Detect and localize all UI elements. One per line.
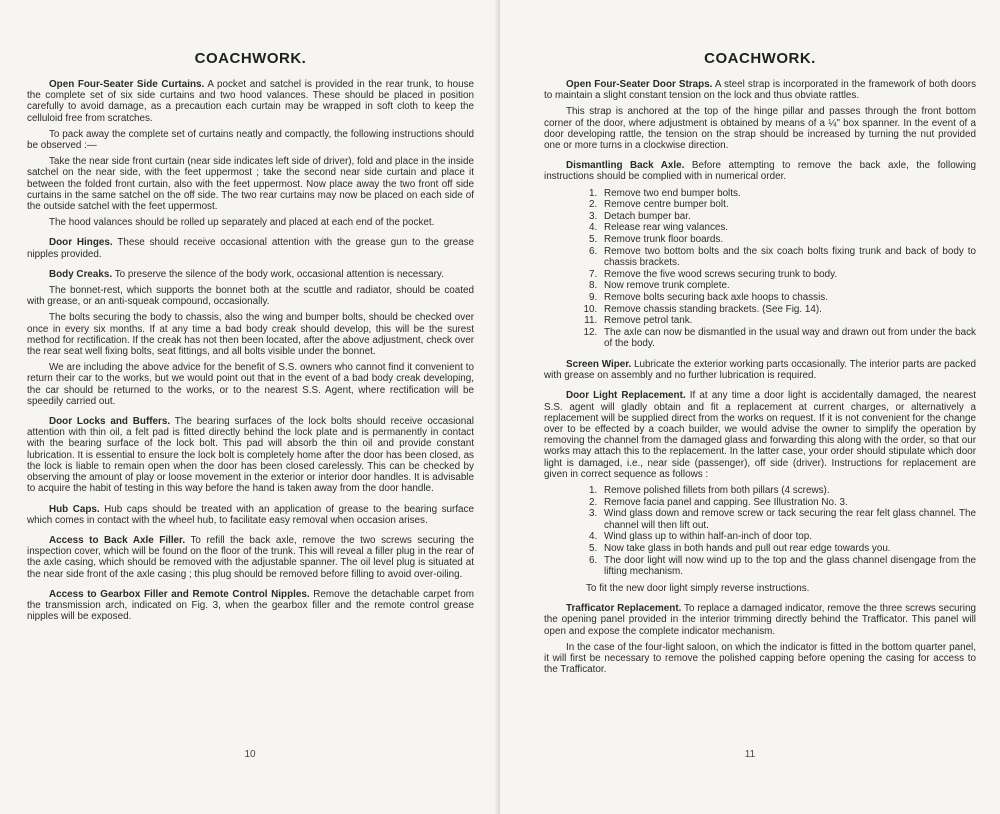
list-item: 5. Now take glass in both hands and pull out rear edge towards you. [600,543,976,555]
paragraph-text: The bolts securing the body to chassis, also the wing and bumper bolts, should be checked over once in every six months. If at any time a bad body creak should develop, this will be the surest method for rectification. If the creak has not then been located, after the above adjustment, check over the rear seat well fixing bolts, seat fittings, and all bolts visible under the bonnet. [27,312,474,358]
paragraph-text: To pack away the complete set of curtains neatly and compactly, the following instructions should be observed :— [27,128,474,152]
page-title: COACHWORK. [704,50,816,67]
section-heading: Door Light Replacement. [566,390,686,402]
page-title: COACHWORK. [194,50,307,67]
section-screen-wiper [544,359,976,381]
section-heading: Screen Wiper. [566,358,632,370]
section-body: Hub caps should be treated with an application of grease to the bearing surface which comes in contact with the wheel hub, to facilitate easy removal when occasion arises. [27,503,474,526]
section-heading: Dismantling Back Axle. [566,160,685,172]
list-item: 7. Remove the five wood screws securing trunk to body. [600,269,976,281]
section [27,237,474,259]
list-item: 1. Remove two end bumper bolts. [600,188,976,200]
list-item: 10. Remove chassis standing brackets. (See Fig. 14). [600,304,976,316]
section-trafficator-replacement [544,603,976,637]
paragraph [544,642,976,676]
section-body: A steel strap is incorporated in the framework of both doors to maintain a slight constant tension on the lock and thus obviate rattles. [544,79,977,102]
paragraph-text: We are including the above advice for the benefit of S.S. owners who cannot find it convenient to return their car to the works, but we would point out that in the event of a bad body creak developing, the car should be returned to the works, or to the nearest S.S. Agent, where rectification will be speedily carried out. [27,362,474,407]
section [27,504,474,526]
section-heading: Open Four-Seater Side Curtains. [49,79,205,90]
section-body: Lubricate the exterior working parts occasionally. The interior parts are packed with grease on assembly and no further lubrication is required. [544,358,976,382]
list-item: 5. Remove trunk floor boards. [600,234,976,246]
section-door-straps [544,79,976,101]
right-page [500,0,1000,814]
list-item: 2. Remove facia panel and capping. See Illustration No. 3. [600,497,976,509]
door-light-steps-list [544,485,976,578]
paragraph [27,362,474,407]
list-item: 3. Detach bumper bar. [600,211,976,223]
section-body: Before attempting to remove the back axle, the following instructions should be complied with in numerical order. [544,160,976,183]
door-light-footer: To fit the new door light simply reverse instructions. [586,582,810,594]
list-item: 2. Remove centre bumper bolt. [600,199,976,211]
list-item: 11. Remove petrol tank. [600,315,976,327]
section-heading: Open Four-Seater Door Straps. [566,79,713,90]
list-item: 12. The axle can now be dismantled in the usual way and drawn out from under the back of the body. [600,327,976,350]
list-item: 4. Wind glass up to within half-an-inch of door top. [600,531,976,543]
section [27,535,474,580]
section-body: The bearing surfaces of the lock bolts should receive occasional attention with thin oil, a felt pad is fitted directly behind the lock plate and is permanently in contact with the bearing surface of the lock bolt. This pad will absorb the thin oil and provide constant lubrication. It is essential to ensure the lock bolt is completely home after the door has been closed, as the lock is liable to remain open when the door has been closed carelessly. This can be checked by observing the amount of play or loose movement in the exterior or interior door handles. It is advisable to acquire the habit of testing in this way before the hand is taken away from the door handle. [27,416,474,495]
paragraph-text: This strap is anchored at the top of the hinge pillar and passes through the front bottom corner of the door, where adjustment is obtained by means of a ¼" box spanner. In the event of a door developing rattle, the tension on the strap should be increased by turning the nut provided one or more turns in a clockwise direction. [544,106,976,152]
paragraph [27,217,474,228]
list-item: 9. Remove bolts securing back axle hoops to chassis. [600,292,976,304]
paragraph [27,285,474,307]
section-heading: Hub Caps. [49,503,100,515]
paragraph-text: The hood valances should be rolled up separately and placed at each end of the pocket. [49,217,435,229]
section-body: Remove the detachable carpet from the transmission arch, indicated on Fig. 3, when the gearbox filler and the remote control grease nipples will be exposed. [27,588,474,623]
list-item: 6. Remove two bottom bolts and the six coach bolts fixing trunk and back of body to chassis brackets. [600,246,976,269]
section [27,79,474,124]
section-body: To preserve the silence of the body work, occasional attention is necessary. [114,268,444,280]
section [27,589,474,623]
left-page-body [27,79,474,622]
axle-steps-list [544,188,976,350]
list-item: 3. Wind glass down and remove screw or tack securing the rear felt glass channel. The channel will then lift out. [600,508,976,531]
paragraph [27,156,474,212]
section-heading: Trafficator Replacement. [566,603,682,615]
list-item: 1. Remove polished fillets from both pillars (4 screws). [600,485,976,497]
section-door-light-replacement [544,390,976,480]
list-item: 6. The door light will now wind up to the top and the glass channel disengage from the lifting mechanism. [600,555,976,578]
section-heading: Door Locks and Buffers. [49,416,171,428]
paragraph [544,106,976,151]
section-heading: Access to Gearbox Filler and Remote Control Nipples. [49,588,310,600]
section-dismantling-back-axle [544,160,976,182]
page-number: 10 [244,749,256,760]
section-body: To replace a damaged indicator, remove the three screws securing the opening panel provided in the interior trimming directly behind the Trafficator. This panel will open and expose the complete indicator mechanism. [544,603,976,637]
paragraph-text: The bonnet-rest, which supports the bonnet both at the scuttle and radiator, should be coated with grease, or an anti-squeak compound, occasionally. [27,285,474,308]
section-heading: Door Hinges. [49,237,113,249]
paragraph [27,312,474,357]
list-item: 8. Now remove trunk complete. [600,280,976,292]
section-body: A pocket and satchel is provided in the rear trunk, to house the complete set of six side curtains and two hood valances. These should be placed in position carefully to avoid damage, as a precaution each curtain may be wrapped in soft cloth to keep the celluloid free from scratches. [27,79,475,124]
paragraph-text: In the case of the four-light saloon, on which the indicator is fitted in the bottom quarter panel, it will first be necessary to remove the polished capping before opening the casing for access to the Trafficator. [544,641,976,676]
page-number: 11 [744,749,756,760]
section-body: To refill the back axle, remove the two screws securing the inspection cover, which will be found on the floor of the trunk. This will reveal a filler plug in the rear of the axle casing, which should be removed with the adjustable spanner. The oil level plug is situated at the near side front of the axle casing ; this plug should be removed before filling to avoid over-oiling. [27,534,474,580]
section-heading: Access to Back Axle Filler. [49,534,186,546]
section-body: These should receive occasional attention with the grease gun to the grease nipples provided. [27,237,474,260]
section-heading: Body Creaks. [49,268,113,280]
paragraph [27,129,474,151]
section-body: If at any time a door light is accidentally damaged, the nearest S.S. agent will gladly obtain and fit a replacement at current charges, or alternatively a replacement will be supplied direct from the works on request. If it is not convenient for the change over to be effected by a coach builder, we would advise the owner to simplify the operation by removing the channel from the damaged glass and forwarding this along with the order, so that our works may attach this to the replacement. In the latter case, your order should stipulate which door light is damaged, i.e., near side (passenger), off side (driver). Instructions for replacement are given in correct sequence as follows : [544,390,976,480]
paragraph-text: Take the near side front curtain (near side indicates left side of driver), fold and place in the inside satchel on the near side, with the feet uppermost ; take the second near side curtain and place it between the folded front curtain, also with the feet uppermost. Now place away the two front off side curtains in the same satchel on the off side. The two rear curtains may now be placed on each side of the outside satchel with the feet uppermost. [27,156,474,213]
list-item: 4. Release rear wing valances. [600,222,976,234]
section [27,269,474,280]
section [27,416,474,494]
